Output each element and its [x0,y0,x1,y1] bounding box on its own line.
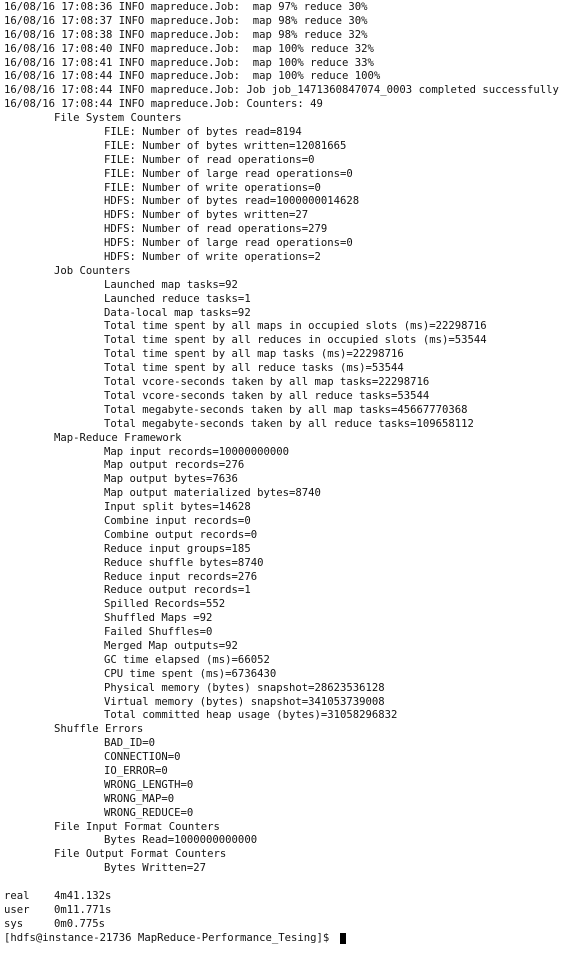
counter-item: Total time spent by all maps in occupied slots (ms)=22298716 [104,320,487,333]
shell-prompt: [hdfs@instance-21736 MapReduce-Performance_Tesing]$ [4,931,336,944]
job-log-lines [4,1,576,112]
time-row-sys [4,918,576,932]
counter-item: CONNECTION=0 [104,751,181,764]
counter-item: HDFS: Number of bytes written=27 [104,209,309,222]
counter-item: WRONG_LENGTH=0 [104,778,194,791]
counter-item: FILE: Number of large read operations=0 [104,167,353,180]
counter-item: Total time spent by all reduces in occupied slots (ms)=53544 [104,334,487,347]
counter-item: Map output materialized bytes=8740 [104,487,321,500]
counter-item: HDFS: Number of write operations=2 [104,251,321,264]
counter-item: Total megabyte-seconds taken by all map tasks=45667770368 [104,403,468,416]
counter-item: Map output bytes=7636 [104,473,238,486]
log-line: 16/08/16 17:08:44 INFO mapreduce.Job: Counters: 49 [4,98,323,111]
time-label: user [4,903,30,916]
counter-item: Combine input records=0 [104,514,251,527]
counter-item: FILE: Number of write operations=0 [104,181,321,194]
counter-groups [4,112,576,876]
counter-item: HDFS: Number of bytes read=1000000014628 [104,195,360,208]
counter-item: Total megabyte-seconds taken by all reduce tasks=109658112 [104,417,474,430]
log-line: 16/08/16 17:08:44 INFO mapreduce.Job: Job job_1471360847074_0003 completed successfully [4,84,559,97]
counter-item: Data-local map tasks=92 [104,306,251,319]
counter-item: FILE: Number of read operations=0 [104,153,315,166]
counter-item: Map output records=276 [104,459,245,472]
counter-group-title: Job Counters [54,264,131,277]
time-output [4,890,576,932]
counter-item: Reduce output records=1 [104,584,251,597]
counter-item: Reduce shuffle bytes=8740 [104,556,264,569]
counter-group-title: Map-Reduce Framework [54,431,182,444]
counter-item: Launched map tasks=92 [104,278,238,291]
counter-item: GC time elapsed (ms)=66052 [104,653,270,666]
time-row-user [4,904,576,918]
counter-item: WRONG_REDUCE=0 [104,806,194,819]
log-line: 16/08/16 17:08:44 INFO mapreduce.Job: map 100% reduce 100% [4,70,381,83]
time-value: 0m0.775s [54,917,106,930]
counter-group-title: File Input Format Counters [54,820,220,833]
counter-item: Merged Map outputs=92 [104,639,238,652]
counter-item: Shuffled Maps =92 [104,612,213,625]
counter-item: Total vcore-seconds taken by all map tasks=22298716 [104,376,430,389]
time-value: 4m41.132s [54,890,112,902]
counter-item: FILE: Number of bytes written=12081665 [104,139,347,152]
log-line: 16/08/16 17:08:41 INFO mapreduce.Job: map 100% reduce 33% [4,56,374,69]
counter-item: HDFS: Number of read operations=279 [104,223,328,236]
counter-item: Input split bytes=14628 [104,501,251,514]
counter-item: WRONG_MAP=0 [104,792,175,805]
blank-line [4,876,576,890]
counter-group-title: Shuffle Errors [54,723,144,736]
counter-item: Reduce input records=276 [104,570,258,583]
shell-prompt-line[interactable] [4,932,576,946]
counter-item: Map input records=10000000000 [104,445,289,458]
counter-item: Physical memory (bytes) snapshot=28623536128 [104,681,385,694]
counter-item: Virtual memory (bytes) snapshot=341053739008 [104,695,385,708]
counter-item: HDFS: Number of large read operations=0 [104,237,353,250]
counter-item: Bytes Written=27 [104,862,207,875]
counter-item: Launched reduce tasks=1 [104,292,251,305]
log-line: 16/08/16 17:08:37 INFO mapreduce.Job: map 98% reduce 30% [4,14,368,27]
log-line: 16/08/16 17:08:38 INFO mapreduce.Job: map 98% reduce 32% [4,28,368,41]
counter-item: Spilled Records=552 [104,598,226,611]
counter-item: IO_ERROR=0 [104,764,168,777]
counter-group-title: File Output Format Counters [54,848,227,861]
counter-item: Total vcore-seconds taken by all reduce tasks=53544 [104,389,430,402]
counter-item: Total time spent by all map tasks (ms)=22298716 [104,348,404,361]
counter-item: BAD_ID=0 [104,737,156,750]
time-label: real [4,890,30,902]
counter-item: Reduce input groups=185 [104,542,251,555]
counter-item: Total time spent by all reduce tasks (ms)=53544 [104,362,404,375]
counter-item: CPU time spent (ms)=6736430 [104,667,277,680]
log-line: 16/08/16 17:08:36 INFO mapreduce.Job: map 97% reduce 30% [4,1,368,13]
terminal-cursor [340,933,346,944]
counter-item: Combine output records=0 [104,528,258,541]
counter-item: Bytes Read=1000000000000 [104,834,258,847]
time-value: 0m11.771s [54,903,112,916]
counter-item: Total committed heap usage (bytes)=31058296832 [104,709,398,722]
counter-item: Failed Shuffles=0 [104,626,213,639]
time-label: sys [4,917,24,930]
counter-group-title: File System Counters [54,112,182,125]
counter-item: FILE: Number of bytes read=8194 [104,126,302,139]
time-row-real [4,890,576,904]
log-line: 16/08/16 17:08:40 INFO mapreduce.Job: map 100% reduce 32% [4,42,374,55]
